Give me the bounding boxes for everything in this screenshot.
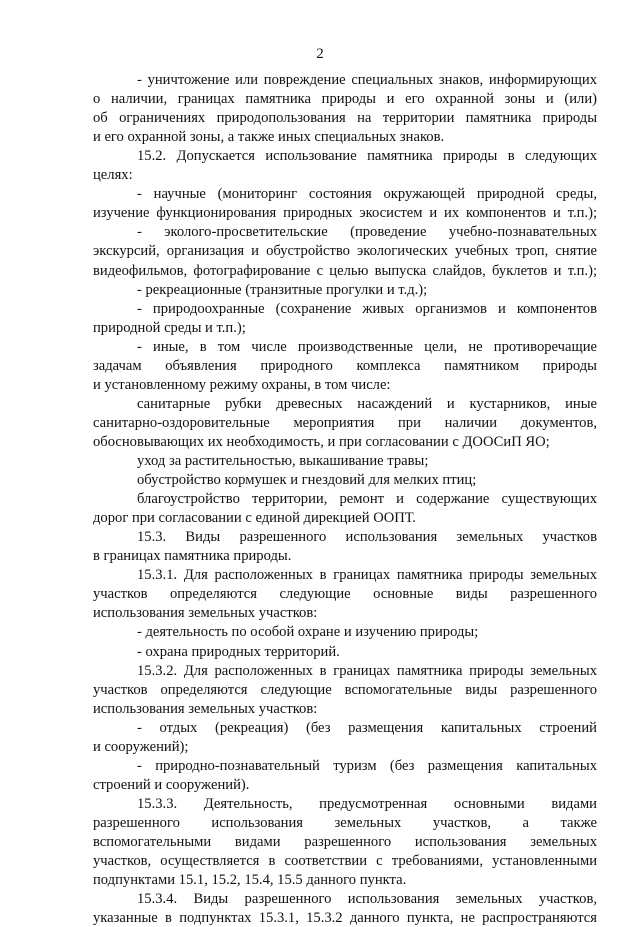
text-line: 15.3.2. Для расположенных в границах памятника природы земельных [137,662,597,679]
text-line: обустройство кормушек и гнездовий для мелких птиц; [137,472,477,489]
text-line: целях: [93,167,133,184]
text-line: - охрана природных территорий. [137,643,340,660]
text-line: подпунктами 15.1, 15.2, 15.4, 15.5 данного пункта. [93,872,407,889]
text-line: - научные (мониторинг состояния окружающей природной среды, [137,186,597,203]
text-line: вспомогательными видами разрешенного использования земельных [93,834,597,850]
text-line: обосновывающих их необходимость, и при согласовании с ДООСиП ЯО; [93,433,550,450]
text-line: - деятельность по особой охране и изучению природы; [137,624,479,641]
text-line: 15.3.3. Деятельность, предусмотренная основными видами [137,795,597,812]
page-number: 2 [316,46,324,62]
text-line: санитарные рубки древесных насаждений и кустарников, иные [137,395,597,412]
text-line: задачам объявления природного комплекса памятником природы [93,357,597,374]
text-line: уход за растительностью, выкашивание травы; [137,453,429,469]
text-line: и сооружений); [93,738,189,755]
text-line: - эколого-просветительские (проведение учебно-познавательных [137,224,597,241]
text-line: - рекреационные (транзитные прогулки и т.д.); [137,281,428,298]
text-line: строений и сооружений). [93,776,250,793]
text-line: об ограничениях природопользования на территории памятника природы [93,110,597,127]
text-line: в границах памятника природы. [93,548,292,565]
text-line: участков определяются следующие вспомогательные виды разрешенного [93,681,597,698]
text-line: дорог при согласовании с единой дирекцией ООПТ. [93,510,416,527]
text-line: 15.3.4. Виды разрешенного использования земельных участков, [137,891,597,908]
text-line: 15.2. Допускается использование памятника природы в следующих [137,148,597,165]
text-line: изучение функционирования природных экосистем и их компонентов и т.п.); [93,205,597,222]
text-line: санитарно-оздоровительные мероприятия при наличии документов, [93,414,597,431]
text-line: участков, осуществляется в соответствии с требованиями, установленными [93,853,597,870]
text-line: о наличии, границах памятника природы и его охранной зоны и (или) [93,91,597,108]
text-line: участков определяются следующие основные виды разрешенного [93,586,597,603]
text-line: видеофильмов, фотографирование с целью выпуска слайдов, буклетов и т.п.); [93,262,597,279]
text-line: благоустройство территории, ремонт и содержание существующих [137,491,597,508]
text-line: и его охранной зоны, а также иных специальных знаков. [93,129,445,146]
text-line: 15.3. Виды разрешенного использования земельных участков [137,529,597,546]
text-line: разрешенного использования земельных участков, а также [93,814,597,831]
text-line: - уничтожение или повреждение специальных знаков, информирующих [137,72,597,88]
text-line: использования земельных участков: [93,605,318,622]
text-line: - отдых (рекреация) (без размещения капитальных строений [137,719,597,736]
text-line: использования земельных участков: [93,700,318,717]
text-line: природной среды и т.п.); [93,319,246,336]
text-line: указанные в подпунктах 15.3.1, 15.3.2 данного пункта, не распространяются [93,910,597,927]
text-line: - иные, в том числе производственные цели, не противоречащие [137,338,597,355]
text-line: экскурсий, организация и обустройство экологических учебных троп, снятие [93,243,597,260]
text-line: 15.3.1. Для расположенных в границах памятника природы земельных [137,567,597,584]
text-line: - природоохранные (сохранение живых организмов и компонентов [137,300,597,317]
text-line: и установленному режиму охраны, в том числе: [93,376,391,393]
text-line: - природно-познавательный туризм (без размещения капитальных [137,757,597,774]
